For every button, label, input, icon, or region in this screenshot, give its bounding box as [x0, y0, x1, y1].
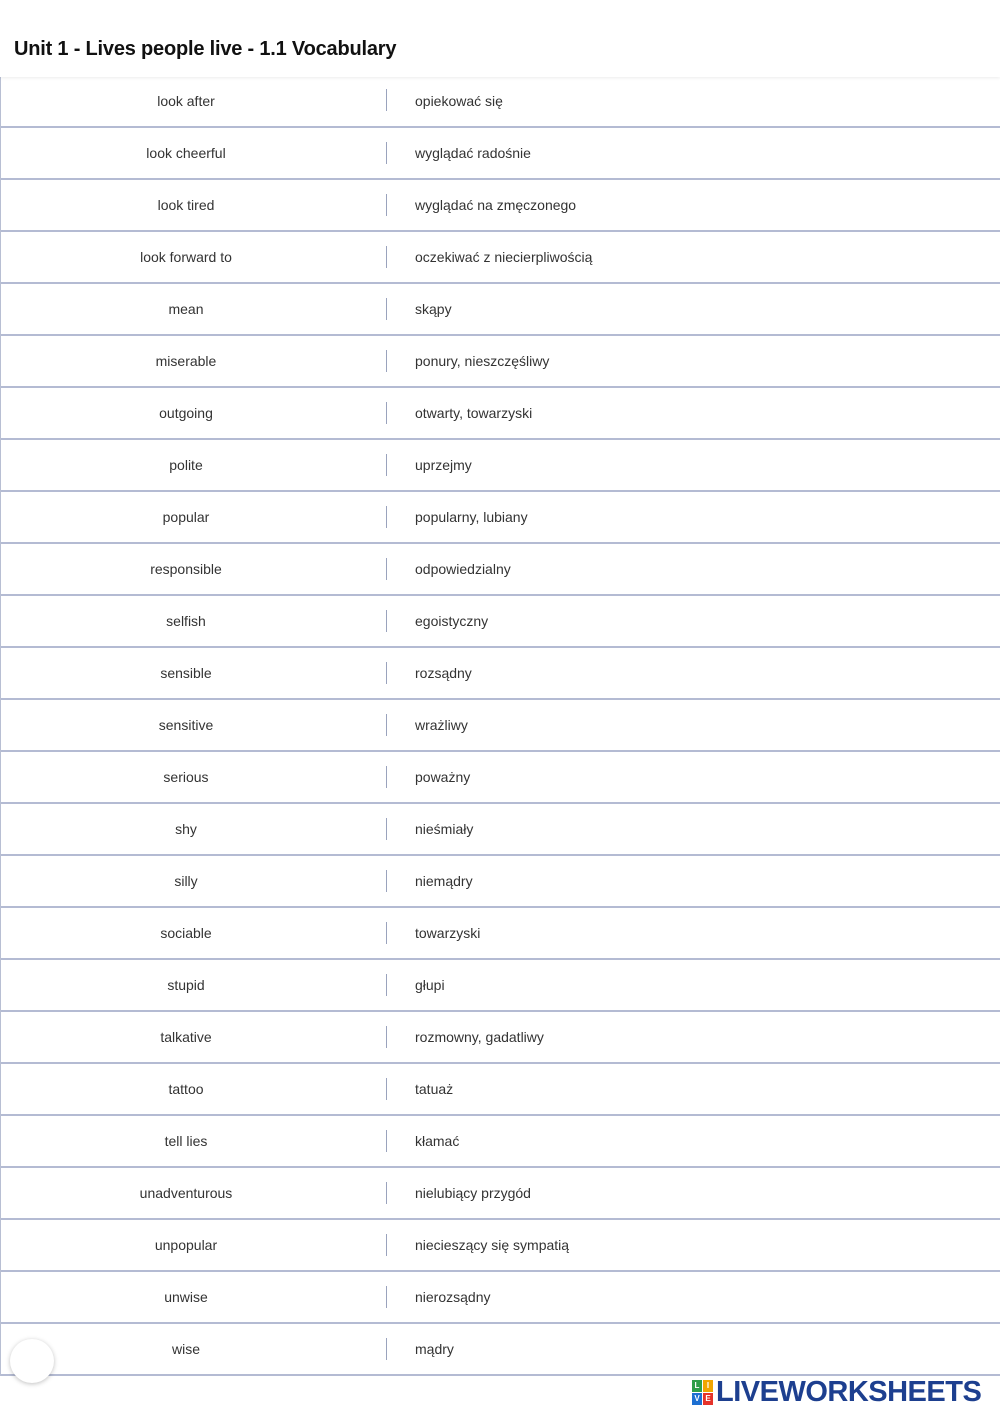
- vocab-term: miserable: [155, 353, 217, 369]
- vocab-row: [1, 856, 1000, 908]
- column-divider: [386, 1130, 387, 1152]
- vocab-translation: opiekować się: [415, 92, 503, 109]
- vocab-term: mean: [168, 301, 204, 317]
- vocab-translation: rozmowny, gadatliwy: [415, 1029, 544, 1045]
- column-divider: [386, 558, 387, 580]
- vocab-row: [1, 388, 1000, 440]
- vocab-row: [1, 544, 1000, 596]
- column-divider: [386, 194, 387, 216]
- vocab-term: polite: [169, 457, 203, 473]
- vocab-translation: oczekiwać z niecierpliwością: [415, 249, 593, 265]
- vocab-translation: skąpy: [415, 301, 452, 317]
- column-divider: [386, 246, 387, 268]
- vocab-term: look forward to: [140, 249, 232, 265]
- vocab-row: [1, 1064, 1000, 1116]
- column-divider: [386, 818, 387, 840]
- vocab-row: [1, 1168, 1000, 1220]
- vocab-term: wise: [171, 1341, 200, 1357]
- vocab-translation: wyglądać na zmęczonego: [415, 197, 577, 213]
- vocab-translation: poważny: [415, 769, 471, 785]
- liveworksheets-logo[interactable]: [692, 1376, 981, 1408]
- column-divider: [386, 350, 387, 372]
- vocab-term: unadventurous: [139, 1185, 233, 1201]
- column-divider: [386, 662, 387, 684]
- vocab-row: [1, 1012, 1000, 1064]
- vocab-term: unwise: [164, 1289, 208, 1305]
- column-divider: [386, 89, 387, 111]
- column-divider: [386, 870, 387, 892]
- logo-icon-letter: E: [703, 1393, 713, 1405]
- column-divider: [386, 922, 387, 944]
- vocab-translation: otwarty, towarzyski: [415, 405, 533, 421]
- vocab-translation: odpowiedzialny: [415, 561, 511, 577]
- vocab-row: [1, 336, 1000, 388]
- vocab-term: look cheerful: [146, 145, 226, 161]
- vocab-translation: niecieszący się sympatią: [415, 1237, 570, 1253]
- page-title: Unit 1 - Lives people live - 1.1 Vocabulary: [14, 38, 397, 60]
- page-header: [0, 0, 1000, 77]
- vocab-term: tattoo: [168, 1081, 204, 1097]
- vocab-translation: niemądry: [415, 873, 473, 889]
- vocab-term: responsible: [150, 561, 222, 577]
- vocab-term: stupid: [167, 977, 205, 993]
- vocab-term: silly: [174, 873, 198, 889]
- vocab-row: [1, 648, 1000, 700]
- vocab-row: [1, 752, 1000, 804]
- vocab-term: selfish: [166, 613, 206, 629]
- column-divider: [386, 142, 387, 164]
- column-divider: [386, 298, 387, 320]
- vocab-term: sensitive: [158, 717, 214, 733]
- column-divider: [386, 1234, 387, 1256]
- vocab-row: [1, 804, 1000, 856]
- vocab-translation: rozsądny: [415, 665, 472, 681]
- vocab-term: popular: [162, 509, 210, 525]
- vocabulary-table: [0, 75, 1000, 1376]
- vocab-row: [1, 1272, 1000, 1324]
- vocab-row: [1, 284, 1000, 336]
- vocab-translation: egoistyczny: [415, 613, 489, 629]
- vocab-row: [1, 128, 1000, 180]
- vocab-term: look after: [157, 92, 215, 109]
- column-divider: [386, 506, 387, 528]
- column-divider: [386, 1026, 387, 1048]
- column-divider: [386, 454, 387, 476]
- column-divider: [386, 974, 387, 996]
- vocab-translation: popularny, lubiany: [415, 509, 528, 525]
- vocab-term: talkative: [160, 1029, 212, 1045]
- column-divider: [386, 1078, 387, 1100]
- vocab-term: sensible: [160, 665, 212, 681]
- logo-icon-letter: I: [703, 1380, 713, 1392]
- vocab-translation: mądry: [415, 1341, 454, 1357]
- column-divider: [386, 766, 387, 788]
- vocab-translation: ponury, nieszczęśliwy: [415, 353, 550, 369]
- vocab-translation: tatuaż: [415, 1081, 454, 1097]
- column-divider: [386, 1286, 387, 1308]
- logo-icon-letter: L: [692, 1380, 702, 1392]
- vocab-row: [1, 75, 1000, 128]
- vocab-term: unpopular: [154, 1237, 218, 1253]
- vocab-translation: wyglądać radośnie: [415, 145, 531, 161]
- vocab-translation: nieśmiały: [415, 821, 474, 837]
- column-divider: [386, 714, 387, 736]
- vocab-term: outgoing: [159, 405, 213, 421]
- vocab-row: [1, 232, 1000, 284]
- vocab-row: [1, 960, 1000, 1012]
- liveworksheets-logo-icon: [692, 1380, 713, 1405]
- vocab-term: serious: [163, 769, 209, 785]
- vocab-row: [1, 492, 1000, 544]
- vocab-translation: wrażliwy: [415, 717, 468, 733]
- column-divider: [386, 402, 387, 424]
- column-divider: [386, 610, 387, 632]
- column-divider: [386, 1182, 387, 1204]
- vocab-term: look tired: [157, 197, 215, 213]
- vocab-term: shy: [175, 821, 197, 837]
- vocab-translation: nierozsądny: [415, 1289, 491, 1305]
- vocab-term: tell lies: [164, 1133, 208, 1149]
- logo-icon-letter: V: [692, 1393, 702, 1405]
- vocab-row: [1, 1220, 1000, 1272]
- floating-circle-button[interactable]: [10, 1339, 54, 1383]
- vocab-translation: uprzejmy: [415, 457, 472, 473]
- vocab-row: [1, 1116, 1000, 1168]
- vocab-row: [1, 908, 1000, 960]
- vocab-row: [1, 596, 1000, 648]
- vocab-term: sociable: [160, 925, 212, 941]
- vocab-row: [1, 1324, 1000, 1376]
- column-divider: [386, 1338, 387, 1360]
- vocab-translation: nielubiący przygód: [415, 1185, 531, 1201]
- logo-text: LIVEWORKSHEETS: [716, 1375, 982, 1408]
- vocab-row: [1, 700, 1000, 752]
- vocab-row: [1, 180, 1000, 232]
- vocab-translation: kłamać: [415, 1133, 460, 1149]
- vocab-row: [1, 440, 1000, 492]
- vocab-translation: towarzyski: [415, 925, 481, 941]
- vocab-translation: głupi: [415, 977, 445, 993]
